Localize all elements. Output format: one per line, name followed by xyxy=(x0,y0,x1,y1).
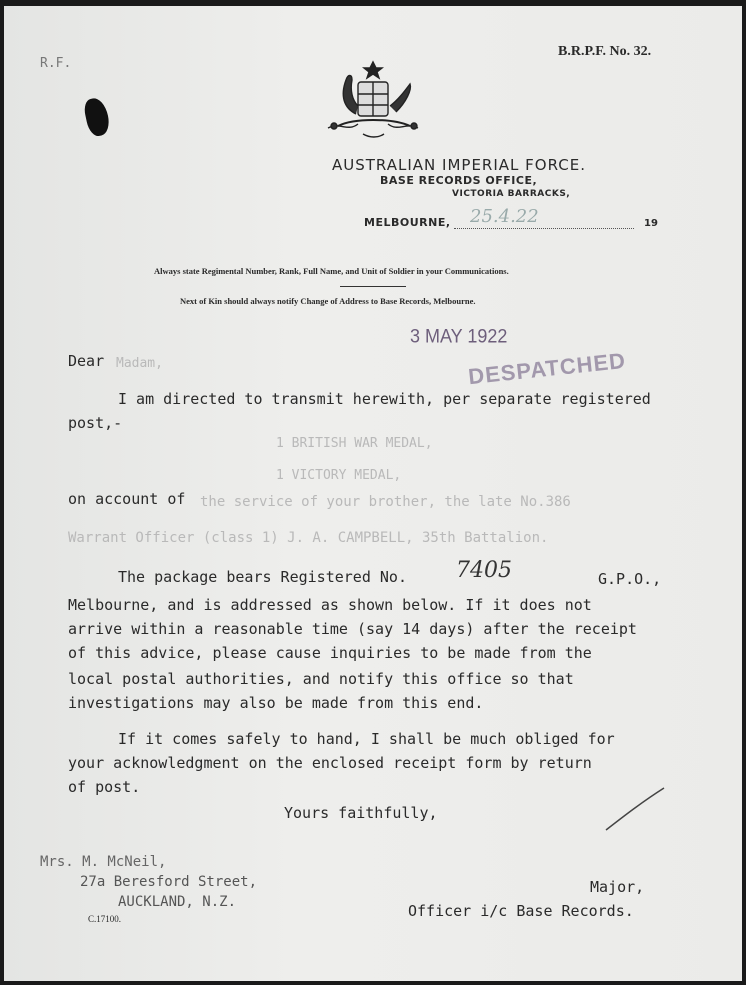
gpo-label: G.P.O., xyxy=(598,570,662,588)
instruction-divider xyxy=(340,286,406,287)
dispatched-stamp: DESPATCHED xyxy=(467,347,628,390)
punch-hole xyxy=(82,96,111,138)
paragraph-2-line-6: investigations may also be made from this end. xyxy=(68,694,484,712)
instruction-line-2: Next of Kin should always notify Change of Address to Base Records, Melbourne. xyxy=(180,296,476,306)
office-name: BASE RECORDS OFFICE, xyxy=(380,174,538,187)
paragraph-2-line-4: of this advice, please cause inquiries to be made from the xyxy=(68,644,592,662)
account-prefix: on account of xyxy=(68,490,186,508)
instruction-line-1: Always state Regimental Number, Rank, Full Name, and Unit of Soldier in your Communications. xyxy=(154,266,509,276)
file-reference: R.F. xyxy=(40,56,72,71)
account-detail-2: Warrant Officer (class 1) J. A. CAMPBELL, 35th Battalion. xyxy=(68,530,549,546)
place-name: MELBOURNE, xyxy=(364,216,451,229)
form-code: B.R.P.F. No. 32. xyxy=(558,44,652,59)
coat-of-arms-icon xyxy=(318,56,428,142)
signature-icon xyxy=(604,786,666,832)
package-prefix: The package bears Registered No. xyxy=(118,568,407,586)
received-date-stamp: 3 MAY 1922 xyxy=(410,324,508,347)
paragraph-2-line-5: local postal authorities, and notify this office so that xyxy=(68,670,574,688)
address-line-2: 27a Beresford Street, xyxy=(80,874,258,890)
account-detail-1: the service of your brother, the late No.386 xyxy=(200,494,571,510)
medal-item-2: 1 VICTORY MEDAL, xyxy=(276,468,402,483)
paragraph-2-line-3: arrive within a reasonable time (say 14 days) after the receipt xyxy=(68,620,637,638)
signatory-title: Officer i/c Base Records. xyxy=(408,902,634,920)
barracks-name: VICTORIA BARRACKS, xyxy=(452,189,571,199)
address-line-1: Mrs. M. McNeil, xyxy=(40,854,167,870)
handwritten-date: 25.4.22 xyxy=(470,206,539,227)
paragraph-3-line-1: If it comes safely to hand, I shall be much obliged for xyxy=(118,730,615,748)
registered-number: 7405 xyxy=(456,558,512,583)
year-prefix: 19 xyxy=(644,218,658,229)
address-line-3: AUCKLAND, N.Z. xyxy=(118,894,237,910)
organisation-name: AUSTRALIAN IMPERIAL FORCE. xyxy=(332,156,586,174)
paragraph-1-line-1: I am directed to transmit herewith, per separate registered xyxy=(118,390,651,408)
date-line xyxy=(454,228,634,229)
letter-sheet xyxy=(4,6,742,981)
paragraph-3-line-3: of post. xyxy=(68,778,141,796)
print-code: C.17100. xyxy=(88,914,122,924)
medal-item-1: 1 BRITISH WAR MEDAL, xyxy=(276,436,433,451)
signatory-rank: Major, xyxy=(590,878,645,896)
closing: Yours faithfully, xyxy=(284,804,438,822)
salutation: Dear xyxy=(68,352,105,370)
paragraph-3-line-2: your acknowledgment on the enclosed receipt form by return xyxy=(68,754,592,772)
paragraph-2-line-2: Melbourne, and is addressed as shown below. If it does not xyxy=(68,596,592,614)
salutation-name: Madam, xyxy=(116,356,163,371)
paragraph-1-line-2: post,- xyxy=(68,414,123,432)
